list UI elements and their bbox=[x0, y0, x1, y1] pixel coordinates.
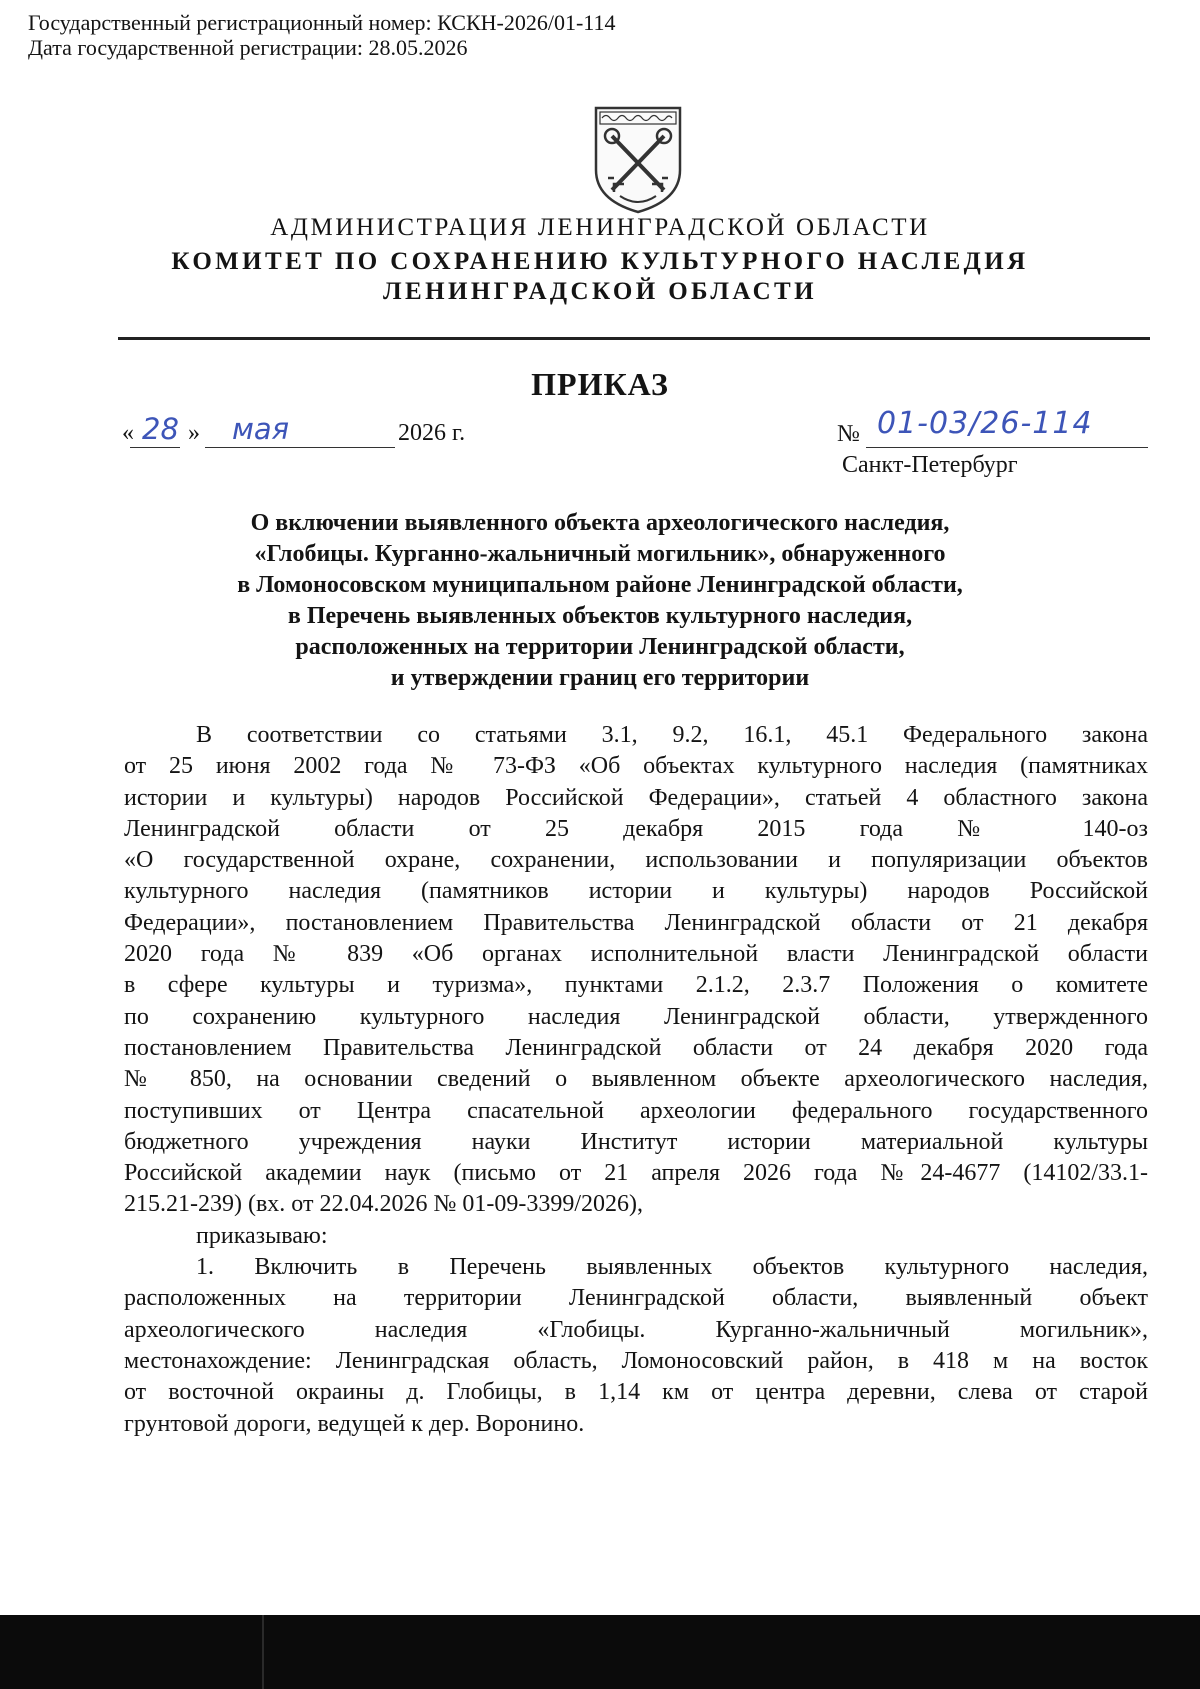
body-line: истории и культуры) народов Российской Федерации», статьей 4 областного закона bbox=[124, 784, 1148, 811]
quote-close: » bbox=[188, 420, 200, 446]
clause-1-line: расположенных на территории Ленинградской области, выявленный объект bbox=[124, 1285, 1148, 1312]
body-line: бюджетного учреждения науки Институт истории материальной культуры bbox=[124, 1128, 1148, 1155]
registration-number: Государственный регистрационный номер: КСКН-2026/01-114 bbox=[28, 10, 616, 35]
order-month-handwritten: мая bbox=[232, 412, 290, 446]
subject-line: и утверждении границ его территории bbox=[390, 665, 810, 691]
body-line: культурного наследия (памятников истории и культуры) народов Российской bbox=[124, 878, 1148, 905]
scan-bottom-edge bbox=[0, 1615, 1200, 1689]
body-line: № 850, на основании сведений о выявленном объекте археологического наследия, bbox=[124, 1066, 1148, 1093]
scan-edge-divider bbox=[262, 1615, 264, 1689]
order-city: Санкт-Петербург bbox=[842, 452, 1018, 478]
body-line: Российской академии наук (письмо от 21 апреля 2026 года №24-4677 (14102/33.1- bbox=[124, 1160, 1148, 1187]
body-line: 2020 года № 839 «Об органах исполнительной власти Ленинградской области bbox=[124, 941, 1148, 968]
order-subject bbox=[140, 508, 1060, 694]
body-line: по сохранению культурного наследия Ленинградской области, утвержденного bbox=[124, 1003, 1148, 1030]
order-year: 2026 г. bbox=[398, 420, 466, 446]
subject-line: в Перечень выявленных объектов культурного наследия, bbox=[287, 603, 913, 629]
body-line: 215.21-239) (вх. от 22.04.2026 № 01-09-3399/2026), bbox=[124, 1191, 644, 1218]
day-underline bbox=[130, 447, 180, 448]
number-underline bbox=[866, 447, 1148, 448]
registration-block bbox=[28, 10, 615, 60]
body-line: «О государственной охране, сохранении, использовании и популяризации объектов bbox=[124, 847, 1148, 874]
order-directive: приказываю: bbox=[196, 1222, 328, 1249]
subject-line: «Глобицы. Курганно-жальничный могильник», обнаруженного bbox=[254, 541, 946, 567]
clause-1-line: археологического наследия «Глобицы. Курганно-жальничный могильник», bbox=[124, 1316, 1148, 1343]
clause-1-line: грунтовой дороги, ведущей к дер. Воронино. bbox=[124, 1410, 585, 1437]
body-line: Федерации», постановлением Правительства Ленинградской области от 21 декабря bbox=[124, 909, 1148, 936]
body-line: постановлением Правительства Ленинградской области от 24 декабря 2020 года bbox=[124, 1034, 1148, 1061]
registration-date: Дата государственной регистрации: 28.05.2026 bbox=[28, 35, 468, 60]
header-divider bbox=[118, 337, 1150, 340]
administration-title: АДМИНИСТРАЦИЯ ЛЕНИНГРАДСКОЙ ОБЛАСТИ bbox=[270, 214, 930, 241]
committee-title: КОМИТЕТ ПО СОХРАНЕНИЮ КУЛЬТУРНОГО НАСЛЕДИЯ bbox=[171, 248, 1029, 275]
body-line: В соответствии со статьями 3.1, 9.2, 16.1, 45.1 Федерального закона bbox=[196, 722, 1148, 748]
body-line: поступивших от Центра спасательной археологии федерального государственного bbox=[124, 1097, 1148, 1124]
subject-line: расположенных на территории Ленинградской области, bbox=[295, 634, 905, 660]
subject-line: в Ломоносовском муниципальном районе Ленинградской области, bbox=[237, 572, 963, 598]
body-line: Ленинградской области от 25 декабря 2015 года № 140-оз bbox=[124, 815, 1148, 842]
order-day-handwritten: 28 bbox=[142, 412, 179, 446]
order-body bbox=[124, 720, 1148, 1440]
quote-open: « bbox=[122, 420, 134, 446]
body-line: в сфере культуры и туризма», пунктами 2.1.2, 2.3.7 Положения о комитете bbox=[124, 972, 1148, 999]
coat-of-arms-icon bbox=[590, 104, 686, 216]
body-line: от 25 июня 2002 года № 73-ФЗ «Об объектах культурного наследия (памятниках bbox=[124, 753, 1148, 780]
clause-1-line: 1. Включить в Перечень выявленных объектов культурного наследия, bbox=[196, 1254, 1148, 1281]
clause-1-line: местонахождение: Ленинградская область, Ломоносовский район, в 418 м на восток bbox=[124, 1347, 1148, 1374]
order-title: ПРИКАЗ bbox=[531, 366, 669, 402]
committee-region: ЛЕНИНГРАДСКОЙ ОБЛАСТИ bbox=[383, 278, 817, 305]
month-underline bbox=[205, 447, 395, 448]
order-number-handwritten: 01-03/26-114 bbox=[877, 406, 1093, 441]
order-number-sign: № bbox=[837, 421, 860, 447]
clause-1-line: от восточной окраины д. Глобицы, в 1,14 км от центра деревни, слева от старой bbox=[124, 1379, 1148, 1406]
subject-line: О включении выявленного объекта археологического наследия, bbox=[250, 510, 950, 536]
